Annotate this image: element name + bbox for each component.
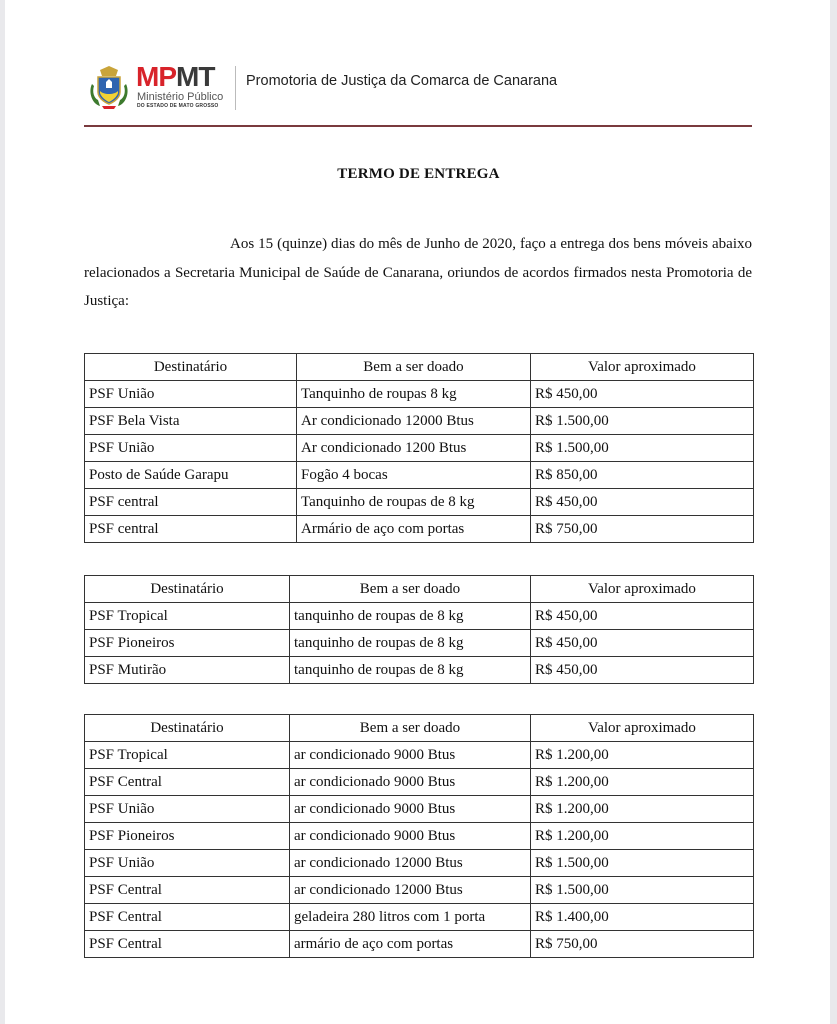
header-destinatario: Destinatário — [85, 715, 290, 742]
table-row — [85, 408, 754, 435]
cell-valor: R$ 1.200,00 — [531, 742, 754, 769]
header-valor: Valor aproximado — [531, 715, 754, 742]
table-row — [85, 516, 754, 543]
cell-destinatario: PSF Bela Vista — [85, 408, 297, 435]
cell-destinatario: PSF União — [85, 381, 297, 408]
donation-table-1 — [84, 353, 754, 543]
table-header-row — [85, 354, 754, 381]
logo-mt-text: MT — [176, 61, 215, 92]
intro-rest: móveis abaixo relacionados a Secretaria Municipal de Saúde de Canarana, oriundos de acordos firmados nesta Promotoria de Justiça: — [84, 236, 752, 309]
cell-bem: ar condicionado 9000 Btus — [290, 823, 531, 850]
header-rule — [84, 125, 752, 127]
donation-table-2 — [84, 575, 754, 684]
cell-destinatario: PSF Tropical — [85, 603, 290, 630]
table-row — [85, 657, 754, 684]
cell-destinatario: PSF União — [85, 796, 290, 823]
table-row — [85, 877, 754, 904]
cell-valor: R$ 750,00 — [531, 931, 754, 958]
cell-bem: ar condicionado 9000 Btus — [290, 742, 531, 769]
cell-destinatario: PSF Mutirão — [85, 657, 290, 684]
table-row — [85, 769, 754, 796]
cell-valor: R$ 1.400,00 — [531, 904, 754, 931]
cell-valor: R$ 750,00 — [531, 516, 754, 543]
mpmt-logo — [136, 62, 214, 92]
cell-destinatario: PSF Tropical — [85, 742, 290, 769]
cell-bem: tanquinho de roupas de 8 kg — [290, 657, 531, 684]
cell-bem: ar condicionado 12000 Btus — [290, 877, 531, 904]
header-valor: Valor aproximado — [531, 354, 754, 381]
cell-destinatario: PSF União — [85, 435, 297, 462]
cell-valor: R$ 1.200,00 — [531, 796, 754, 823]
table-row — [85, 381, 754, 408]
cell-valor: R$ 1.500,00 — [531, 850, 754, 877]
cell-bem: ar condicionado 9000 Btus — [290, 796, 531, 823]
table-row — [85, 603, 754, 630]
table-row — [85, 850, 754, 877]
table-row — [85, 462, 754, 489]
logo-divider — [235, 66, 236, 110]
table-row — [85, 931, 754, 958]
cell-valor: R$ 450,00 — [531, 381, 754, 408]
document-title: TERMO DE ENTREGA — [337, 166, 500, 182]
table-header-row — [85, 576, 754, 603]
header-bem: Bem a ser doado — [290, 576, 531, 603]
donation-table-3 — [84, 714, 754, 958]
table-row — [85, 796, 754, 823]
cell-destinatario: PSF Central — [85, 931, 290, 958]
cell-destinatario: PSF Pioneiros — [85, 630, 290, 657]
cell-bem: geladeira 280 litros com 1 porta — [290, 904, 531, 931]
table-row — [85, 489, 754, 516]
cell-bem: tanquinho de roupas de 8 kg — [290, 630, 531, 657]
cell-valor: R$ 1.500,00 — [531, 435, 754, 462]
cell-valor: R$ 1.500,00 — [531, 877, 754, 904]
cell-destinatario: PSF Central — [85, 769, 290, 796]
cell-destinatario: PSF central — [85, 489, 297, 516]
intro-first-line: Aos 15 (quinze) dias do mês de Junho de 2020, faço a entrega dos bens — [230, 236, 661, 252]
cell-valor: R$ 1.500,00 — [531, 408, 754, 435]
table-row — [85, 904, 754, 931]
logo-subtitle-state: DO ESTADO DE MATO GROSSO — [137, 103, 219, 109]
header-bem: Bem a ser doado — [290, 715, 531, 742]
header-destinatario: Destinatário — [85, 354, 297, 381]
cell-destinatario: PSF União — [85, 850, 290, 877]
cell-valor: R$ 450,00 — [531, 657, 754, 684]
cell-bem: tanquinho de roupas de 8 kg — [290, 603, 531, 630]
cell-bem: ar condicionado 12000 Btus — [290, 850, 531, 877]
table-header-row — [85, 715, 754, 742]
cell-bem: ar condicionado 9000 Btus — [290, 769, 531, 796]
cell-destinatario: PSF Central — [85, 904, 290, 931]
cell-bem: Armário de aço com portas — [297, 516, 531, 543]
cell-valor: R$ 450,00 — [531, 603, 754, 630]
header-bem: Bem a ser doado — [297, 354, 531, 381]
header-destinatario: Destinatário — [85, 576, 290, 603]
cell-bem: Tanquinho de roupas de 8 kg — [297, 489, 531, 516]
intro-paragraph — [84, 230, 752, 316]
cell-bem: Ar condicionado 1200 Btus — [297, 435, 531, 462]
logo-mp-text: MP — [136, 61, 176, 92]
cell-valor: R$ 1.200,00 — [531, 823, 754, 850]
table-row — [85, 630, 754, 657]
cell-bem: Ar condicionado 12000 Btus — [297, 408, 531, 435]
cell-destinatario: Posto de Saúde Garapu — [85, 462, 297, 489]
table-row — [85, 823, 754, 850]
header-valor: Valor aproximado — [531, 576, 754, 603]
cell-bem: Fogão 4 bocas — [297, 462, 531, 489]
cell-valor: R$ 450,00 — [531, 489, 754, 516]
cell-bem: Tanquinho de roupas 8 kg — [297, 381, 531, 408]
cell-destinatario: PSF Pioneiros — [85, 823, 290, 850]
letterhead — [80, 62, 680, 114]
logo-subtitle: Ministério Público — [137, 91, 224, 103]
cell-valor: R$ 850,00 — [531, 462, 754, 489]
table-row — [85, 742, 754, 769]
cell-bem: armário de aço com portas — [290, 931, 531, 958]
cell-destinatario: PSF Central — [85, 877, 290, 904]
office-name: Promotoria de Justiça da Comarca de Canarana — [246, 73, 558, 89]
cell-destinatario: PSF central — [85, 516, 297, 543]
table-row — [85, 435, 754, 462]
cell-valor: R$ 1.200,00 — [531, 769, 754, 796]
cell-valor: R$ 450,00 — [531, 630, 754, 657]
coat-of-arms-icon — [86, 64, 132, 110]
